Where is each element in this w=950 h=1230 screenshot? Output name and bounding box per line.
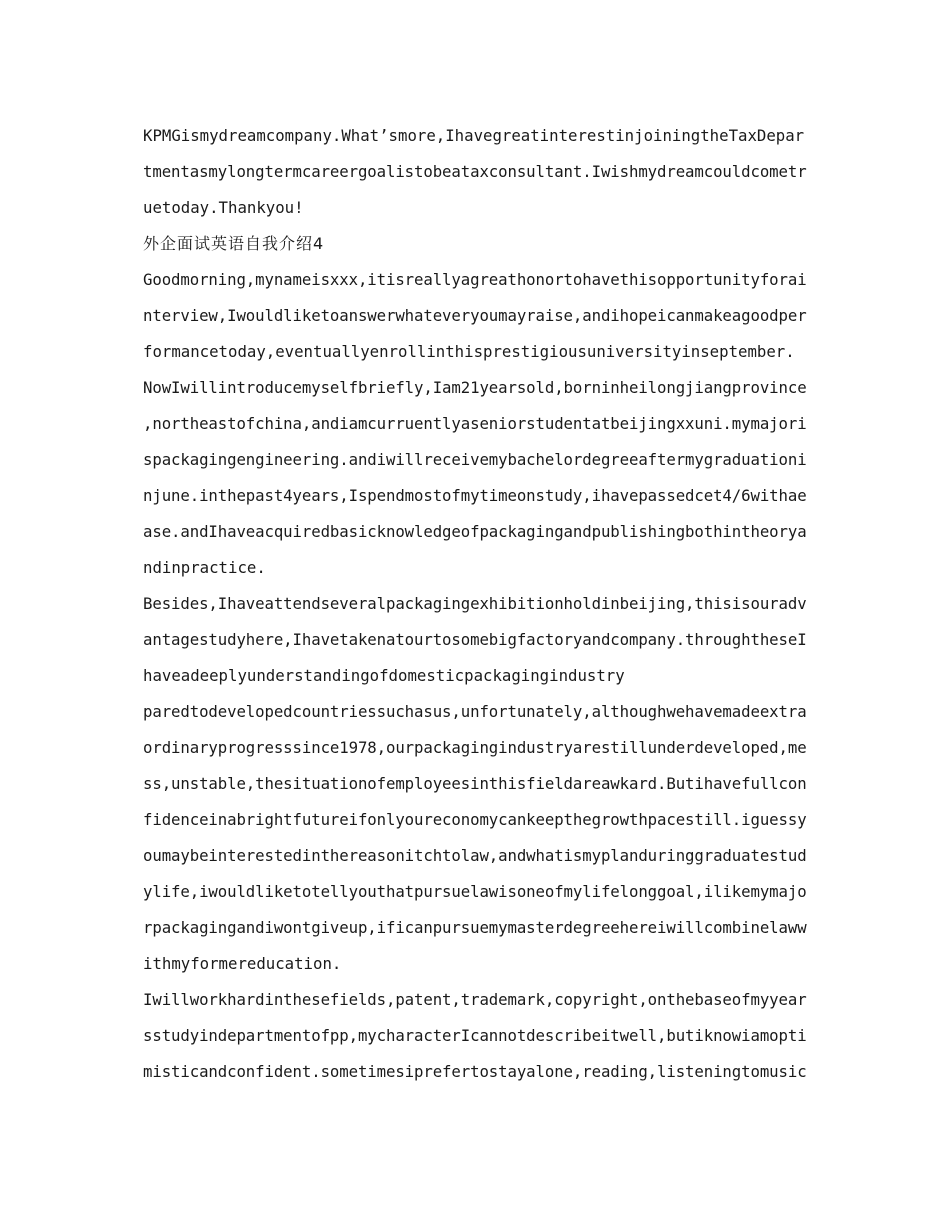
text-line: spackagingengineering.andiwillreceivemybachelordegreeaftermygraduationi bbox=[143, 450, 807, 469]
text-line: sstudyindepartmentofpp,mycharacterIcannotdescribeitwell,butiknowiamopti bbox=[143, 1026, 807, 1045]
text-line: ss,unstable,thesituationofemployeesinthisfieldareawkard.Butihavefullcon bbox=[143, 774, 807, 793]
text-line: NowIwillintroducemyselfbriefly,Iam21yearsold,borninheilongjiangprovince bbox=[143, 378, 807, 397]
text-line: tmentasmylongtermcareergoalistobeataxconsultant.Iwishmydreamcouldcometr bbox=[143, 162, 807, 181]
text-line: haveadeeplyunderstandingofdomesticpackagingindustry bbox=[143, 666, 625, 685]
text-line: njune.inthepast4years,Ispendmostofmytimeonstudy,ihavepassedcet4/6withae bbox=[143, 486, 807, 505]
text-line: fidenceinabrightfutureifonlyoureconomycankeepthegrowthpacestill.iguessy bbox=[143, 810, 807, 829]
text-line: misticandconfident.sometimesiprefertostayalone,reading,listeningtomusic bbox=[143, 1062, 807, 1081]
text-line: KPMGismydreamcompany.What’smore,IhavegreatinterestinjoiningtheTaxDepar bbox=[143, 126, 805, 145]
text-line: ylife,iwouldliketotellyouthatpursuelawisoneofmylifelonggoal,ilikemymajo bbox=[143, 882, 807, 901]
text-line: paredtodevelopedcountriessuchasus,unfortunately,althoughwehavemadeextra bbox=[143, 702, 807, 721]
text-line: oumaybeinterestedinthereasonitchtolaw,andwhatismyplanduringgraduatestud bbox=[143, 846, 807, 865]
text-line: antagestudyhere,Ihavetakenatourtosomebigfactoryandcompany.throughtheseI bbox=[143, 630, 807, 649]
text-line: uetoday.Thankyou! bbox=[143, 198, 304, 217]
text-line: Iwillworkhardinthesefields,patent,trademark,copyright,onthebaseofmyyear bbox=[143, 990, 807, 1009]
document-body bbox=[143, 118, 807, 1090]
section-heading: 外企面试英语自我介绍4 bbox=[143, 234, 325, 253]
text-line: rpackagingandiwontgiveup,ificanpursuemymasterdegreehereiwillcombinelaww bbox=[143, 918, 807, 937]
text-line: ,northeastofchina,andiamcurruentlyaseniorstudentatbeijingxxuni.mymajori bbox=[143, 414, 807, 433]
text-line: ithmyformereducation. bbox=[143, 954, 342, 973]
text-line: nterview,Iwouldliketoanswerwhateveryoumayraise,andihopeicanmakeagoodper bbox=[143, 306, 807, 325]
text-line: Besides,Ihaveattendseveralpackagingexhibitionholdinbeijing,thisisouradv bbox=[143, 594, 807, 613]
text-line: ase.andIhaveacquiredbasicknowledgeofpackagingandpublishingbothintheorya bbox=[143, 522, 807, 541]
text-line: ndinpractice. bbox=[143, 558, 266, 577]
text-line: Goodmorning,mynameisxxx,itisreallyagreathonortohavethisopportunityforai bbox=[143, 270, 807, 289]
text-line: formancetoday,eventuallyenrollinthisprestigiousuniversityinseptember. bbox=[143, 342, 795, 361]
text-line: ordinaryprogresssince1978,ourpackagingindustryarestillunderdeveloped,me bbox=[143, 738, 807, 757]
